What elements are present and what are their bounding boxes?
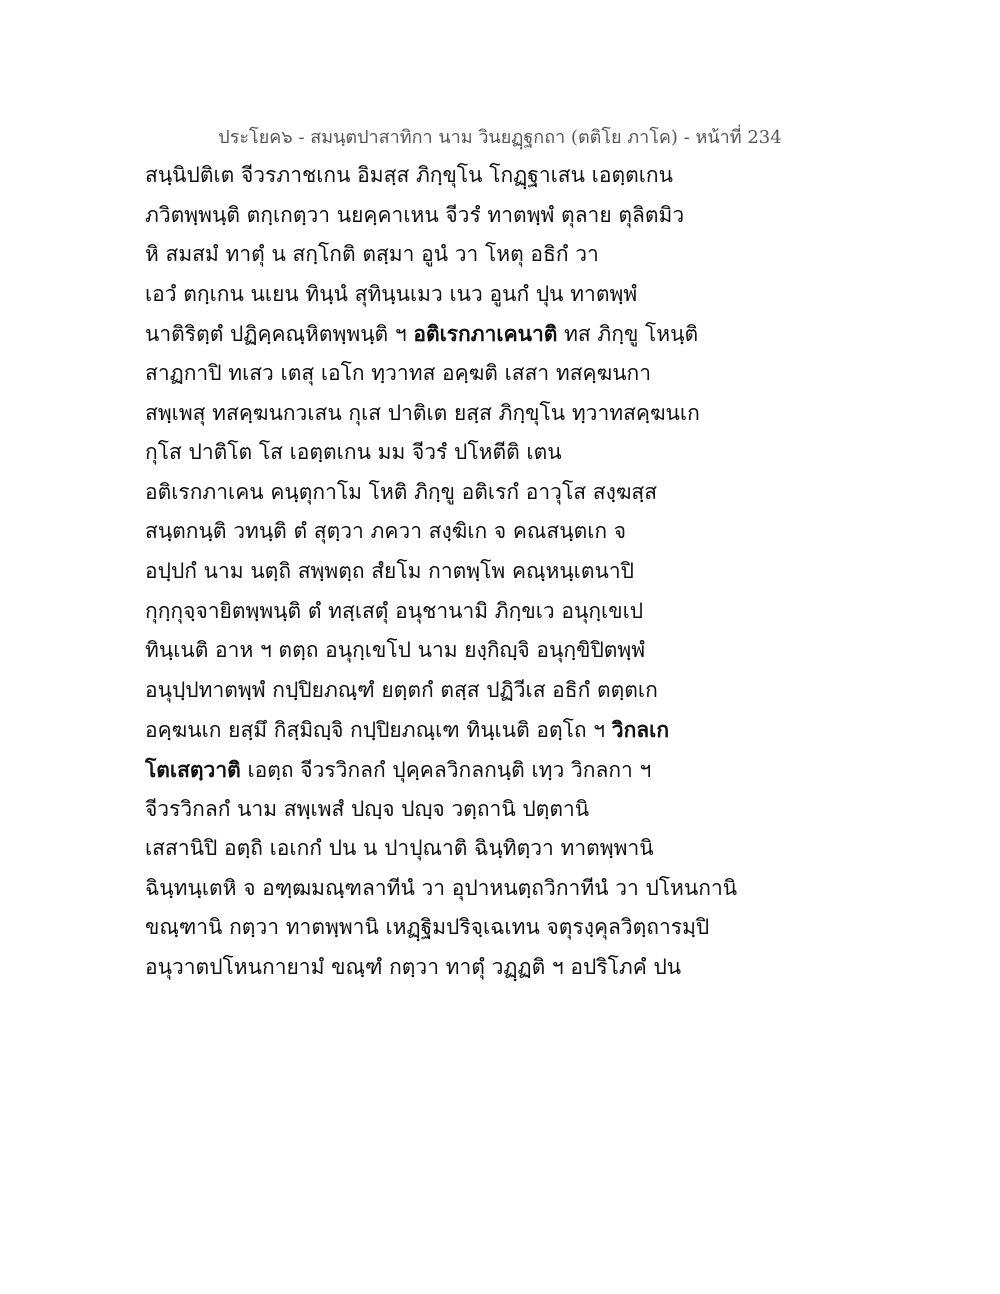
text-line <box>145 829 865 869</box>
text-line <box>145 473 865 513</box>
text-segment: ขณฺฑานิ กตฺวา ทาตพฺพานิ เหฏฺฐิมปริจฺเฉเทน จตุรงฺคุลวิตฺถารมฺปิ <box>145 915 710 940</box>
text-segment: เอวํ ตกฺเกน นเยน ทินฺนํ สุทินฺนเมว เนว อูนกํ ปุน ทาตพฺพํ <box>145 281 638 306</box>
text-segment: อปฺปกํ นาม นตฺถิ สพฺพตฺถ สํยโม กาตพฺโพ คณฺหนฺเตนาปิ <box>145 558 634 583</box>
text-line <box>145 552 865 592</box>
text-line <box>145 671 865 711</box>
text-line <box>145 354 865 394</box>
text-line <box>145 592 865 632</box>
text-segment: อนุวาตปโหนกายามํ ขณฺฑํ กตฺวา ทาตุํ วฏฺฏติ ฯ อปริโภคํ ปน <box>145 954 682 979</box>
body-text <box>145 156 865 987</box>
text-segment: เสสานิปิ อตฺถิ เอเกกํ ปน น ปาปุณาติ ฉินฺทิตฺวา ทาตพฺพานิ <box>145 836 654 861</box>
text-segment: ภวิตพฺพนฺติ ตกฺเกตฺวา นยคฺคาเหน จีวรํ ทาตพฺพํ ตุลาย ตุลิตมิว <box>145 202 685 227</box>
text-segment: สาฏกาปิ ทเสว เตสุ เอโก ทฺวาทส อคฺฆติ เสสา ทสคฺฆนกา <box>145 360 652 385</box>
text-segment: กุโส ปาติโต โส เอตฺตเกน มม จีวรํ ปโหตีติ เตน <box>145 440 562 465</box>
text-line <box>145 512 865 552</box>
text-segment: อคฺฆนเก ยสฺมึ กิสฺมิญฺจิ กปฺปิยภณฺเฑ ทินฺเนติ อตฺโถ ฯ <box>145 718 612 743</box>
text-segment: สนฺนิปติเต จีวรภาชเกน อิมสฺส ภิกฺขุโน โกฏฺฐาเสน เอตฺตเกน <box>145 163 673 187</box>
text-segment: อติเรกภาเคน คนฺตุกาโม โหติ ภิกฺขู อติเรกํ อาวุโส สงฺฆสฺส <box>145 479 658 504</box>
text-segment: ทส ภิกฺขู โหนฺติ <box>557 322 699 347</box>
text-segment: สนฺตกนฺติ วทนฺติ ตํ สุตฺวา ภควา สงฺฆิเก จ คณสนฺตเก จ <box>145 519 627 544</box>
text-line <box>145 394 865 434</box>
text-line <box>145 948 865 988</box>
text-segment: สพฺเพสุ ทสคฺฆนกวเสน กุเส ปาติเต ยสฺส ภิกฺขุโน ทฺวาทสคฺฆนเก <box>145 400 700 425</box>
text-segment: หิ สมสมํ ทาตุํ น สกฺโกติ ตสฺมา อูนํ วา โหตุ อธิกํ วา <box>145 242 599 267</box>
text-line <box>145 275 865 315</box>
text-line <box>145 869 865 909</box>
text-line <box>145 790 865 830</box>
text-line <box>145 908 865 948</box>
text-segment: ฉินฺทนฺเตหิ จ อฑฺฒมณฺฑลาทีนํ วา อุปาหนตฺถวิกาทีนํ วา ปโหนกานิ <box>145 875 738 900</box>
text-line <box>145 631 865 671</box>
text-line <box>145 750 865 790</box>
text-segment: เอตฺถ จีวรวิกลกํ ปุคฺคลวิกลกนฺติ เทฺว วิกลกา ฯ <box>240 757 652 782</box>
text-segment: นาติริตฺตํ ปฏิคฺคณฺหิตพฺพนฺติ ฯ <box>145 322 414 347</box>
text-line <box>145 196 865 236</box>
text-line <box>145 235 865 275</box>
text-line <box>145 314 865 354</box>
bold-term: โตเสตฺวาติ <box>145 756 241 782</box>
text-segment: ทินฺเนติ อาห ฯ ตตฺถ อนุกฺเขโป นาม ยงฺกิญฺจิ อนุกฺขิปิตพฺพํ <box>145 638 646 663</box>
bold-term: วิกลเก <box>611 717 670 743</box>
bold-term: อติเรกภาเคนาติ <box>413 321 558 347</box>
text-segment: กุกฺกุจฺจายิตพฺพนฺติ ตํ ทสฺเสตุํ อนุชานามิ ภิกฺขเว อนุกฺเขเป <box>145 598 644 623</box>
text-line <box>145 433 865 473</box>
text-line <box>145 156 865 196</box>
page-header: ประโยค๖ - สมนฺตปาสาทิกา นาม วินยฏฺฐกถา (ตติโย ภาโค) - หน้าที่ 234 <box>218 127 782 148</box>
text-segment: อนุปฺปทาตพฺพํ กปฺปิยภณฺฑํ ยตฺตกํ ตสฺส ปฏิวีเส อธิกํ ตตฺตเก <box>145 677 658 702</box>
text-segment: จีวรวิกลกํ นาม สพฺเพสํ ปญฺจ ปญฺจ วตฺถานิ ปตฺตานิ <box>145 796 590 821</box>
text-line <box>145 710 865 750</box>
